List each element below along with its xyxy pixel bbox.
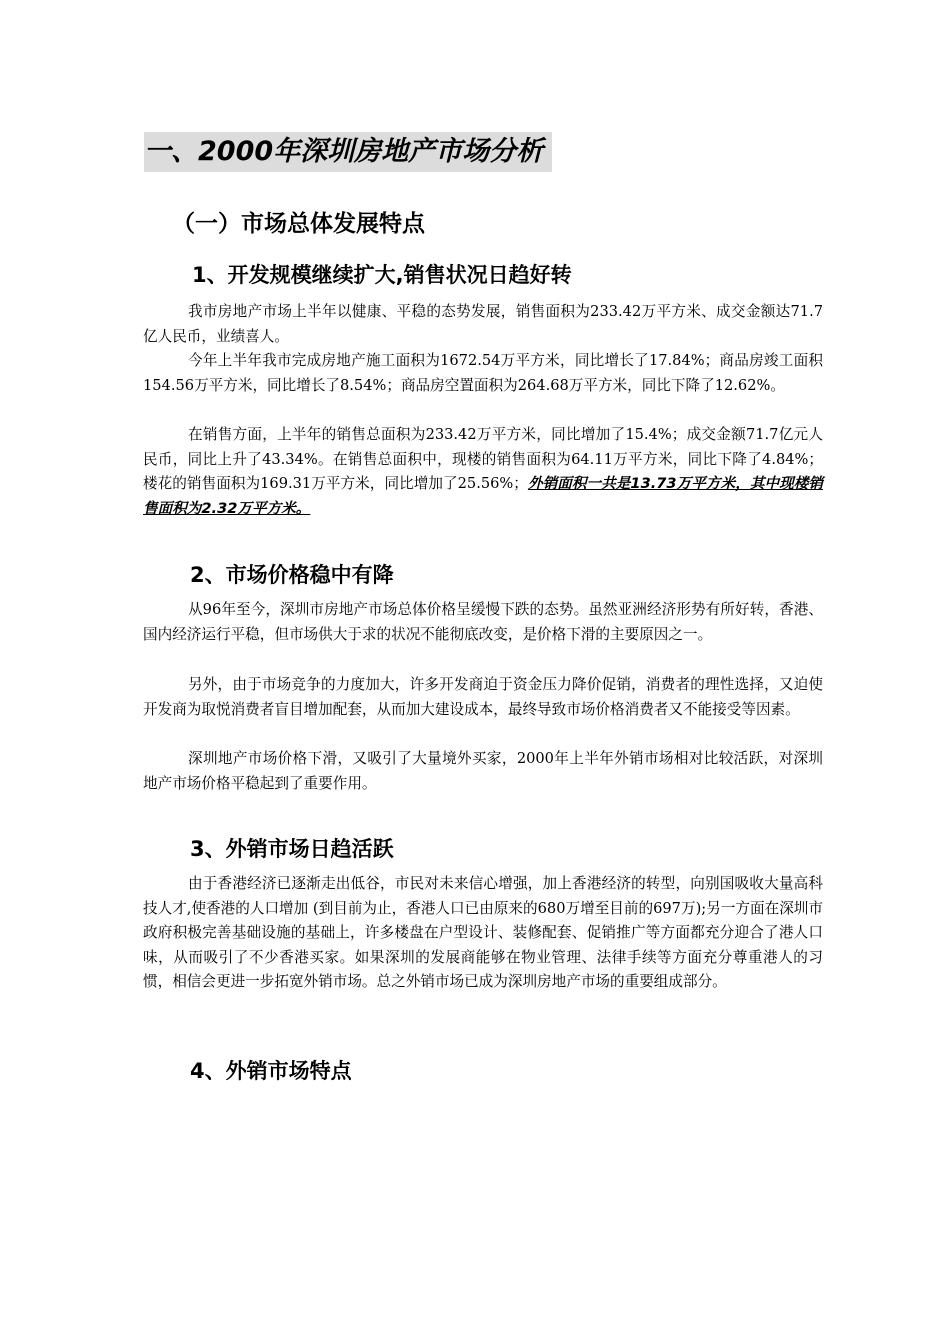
- subsection-3-paragraph-1: 由于香港经济已逐渐走出低谷，市民对未来信心增强，加上香港经济的转型，向别国吸收大量高科技人才,使香港的人口增加 (到目前为止，香港人口已由原来的680万增至目前的697万);另一方面在深圳市政府积极完善基础设施的基础上，许多楼盘在户型设计、装修配套、促销推广等方面都充分迎合了港人口味，从而吸引了不少香港买家。如果深圳的发展商能够在物业管理、法律手续等方面充分尊重港人的习惯，相信会更进一步拓宽外销市场。总之外销市场已成为深圳房地产市场的重要组成部分。: [143, 875, 823, 991]
- subsection-1-paragraph-1: 我市房地产市场上半年以健康、平稳的态势发展，销售面积为233.42万平方米、成交金额达71.7亿人民币，业绩喜人。: [143, 303, 823, 345]
- subsection-4-title: 4、外销市场特点: [190, 1059, 352, 1083]
- subsection-1-title: 1、开发规模继续扩大,销售状况日趋好转: [192, 263, 572, 287]
- subsection-2-paragraph-3: 深圳地产市场价格下滑，又吸引了大量境外买家，2000年上半年外销市场相对比较活跃，对深圳地产市场价格平稳起到了重要作用。: [143, 750, 823, 792]
- subsection-2-paragraph-2: 另外，由于市场竞争的力度加大，许多开发商迫于资金压力降价促销，消费者的理性选择，又迫使开发商为取悦消费者盲目增加配套，从而加大建设成本，最终导致市场价格消费者又不能接受等因素。: [143, 676, 823, 718]
- subsection-2-paragraph-1: 从96年至今，深圳市房地产市场总体价格呈缓慢下跌的态势。虽然亚洲经济形势有所好转，香港、国内经济运行平稳，但市场供大于求的状况不能彻底改变，是价格下滑的主要原因之一。: [143, 601, 823, 643]
- subsection-1-paragraph-3-text: 在销售方面，上半年的销售总面积为233.42万平方米，同比增加了15.4%；成交金额71.7亿元人民币，同比上升了43.34%。在销售总面积中，现楼的销售面积为64.11万平方米，同比下降了4.84%；楼花的销售面积为169.31万平方米，同比增加了25.56%；: [143, 426, 823, 493]
- subsection-3-title: 3、外销市场日趋活跃: [190, 837, 394, 861]
- section-title: （一）市场总体发展特点: [172, 211, 425, 237]
- subsection-1-paragraph-3: [143, 423, 823, 521]
- main-title: 一、2000年深圳房地产市场分析: [144, 132, 552, 172]
- subsection-1-paragraph-2: 今年上半年我市完成房地产施工面积为1672.54万平方米，同比增长了17.84%；商品房竣工面积154.56万平方米，同比增长了8.54%；商品房空置面积为264.68万平方米，同比下降了12.62%。: [143, 352, 823, 394]
- subsection-2-title: 2、市场价格稳中有降: [190, 563, 394, 587]
- subsection-1-highlight-text: 外销面积一共是13.73万平方米，其中现楼销售面积为2.32万平方米。: [143, 475, 823, 517]
